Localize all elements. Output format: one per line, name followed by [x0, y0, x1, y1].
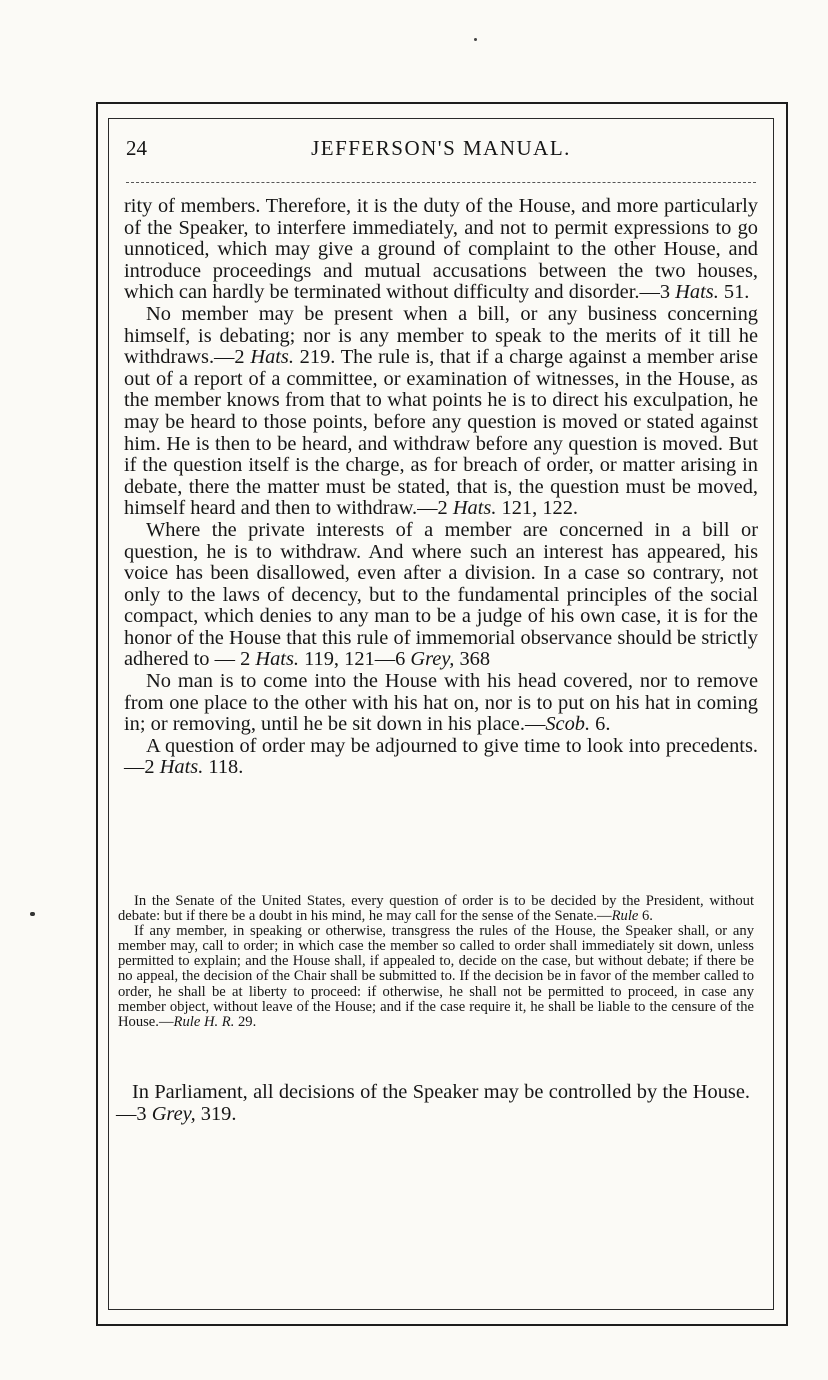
note-paragraph: If any member, in speaking or otherwise, transgress the rules of the House, the Speaker shall, or any member may, call to order; in which case the member so called to order shall immediately sit down, unless permitted to explain; and the House shall, if appealed to, decide on the case, but without debate; if there be no appeal, the decision of the Chair shall be submitted to. If the decision be in favor of the member called to order, he shall be at liberty to proceed: if otherwise, he shall not be permitted to proceed, in case any member object, without leave of the House; and if the case require it, he shall be liable to the censure of the House.—Rule H. R. 29.: [118, 923, 754, 1030]
page-header: [126, 136, 756, 170]
header-rule: [126, 182, 756, 183]
paragraph: No man is to come into the House with his head covered, nor to remove from one place to the other with his hat on, nor is to put on his hat in coming in; or removing, until he be sit down in his place.—Scob. 6.: [124, 670, 758, 736]
closing-text: [116, 1082, 750, 1125]
paragraph: A question of order may be adjourned to give time to look into precedents.—2 Hats. 118.: [124, 734, 758, 779]
print-speck: [474, 38, 477, 41]
note-paragraph: In the Senate of the United States, every question of order is to be decided by the President, without debate: but if there be a doubt in his mind, he may call for the sense of the Senate.—Rule 6.: [118, 893, 754, 925]
paragraph: Where the private interests of a member are concerned in a bill or question, he is to withdraw. And where such an interest has appeared, his voice has been disallowed, even after a division. In a case so contrary, not only to the laws of decency, but to the fundamental principles of the social compact, which denies to any man to be a judge of his own case, it is for the honor of the House that this rule of immemorial observance should be strictly adhered to — 2 Hats. 119, 121—6 Grey, 368: [124, 518, 758, 671]
margin-mark: [30, 912, 35, 916]
senate-notes: [118, 894, 754, 1030]
running-title: JEFFERSON'S MANUAL.: [311, 136, 571, 160]
main-text: [124, 196, 758, 779]
paragraph: No member may be present when a bill, or any business concerning himself, is debating; nor is any member to speak to the merits of it till he withdraws.—2 Hats. 219. The rule is, that if a charge against a member arise out of a report of a committee, or examination of witnesses, in the House, as the member knows from that to what points he is to direct his exculpation, he may be heard to those points, before any question is moved or stated against him. He is then to be heard, and withdraw before any question is moved. But if the question itself is the charge, as for breach of order, or matter arising in debate, there the matter must be stated, that is, the question must be moved, himself heard and then to withdraw.—2 Hats. 121, 122.: [124, 302, 758, 520]
page-number: 24: [126, 136, 147, 160]
paragraph: In Parliament, all decisions of the Speaker may be controlled by the House.—3 Grey, 319.: [116, 1081, 750, 1125]
paragraph: rity of members. Therefore, it is the duty of the House, and more particularly of the Speaker, to interfere immediately, and not to permit expressions to go unnoticed, which may give a ground of complaint to the other House, and introduce proceedings and mutual accusations between the two houses, which can hardly be terminated without difficulty and disorder.—3 Hats. 51.: [124, 195, 758, 304]
